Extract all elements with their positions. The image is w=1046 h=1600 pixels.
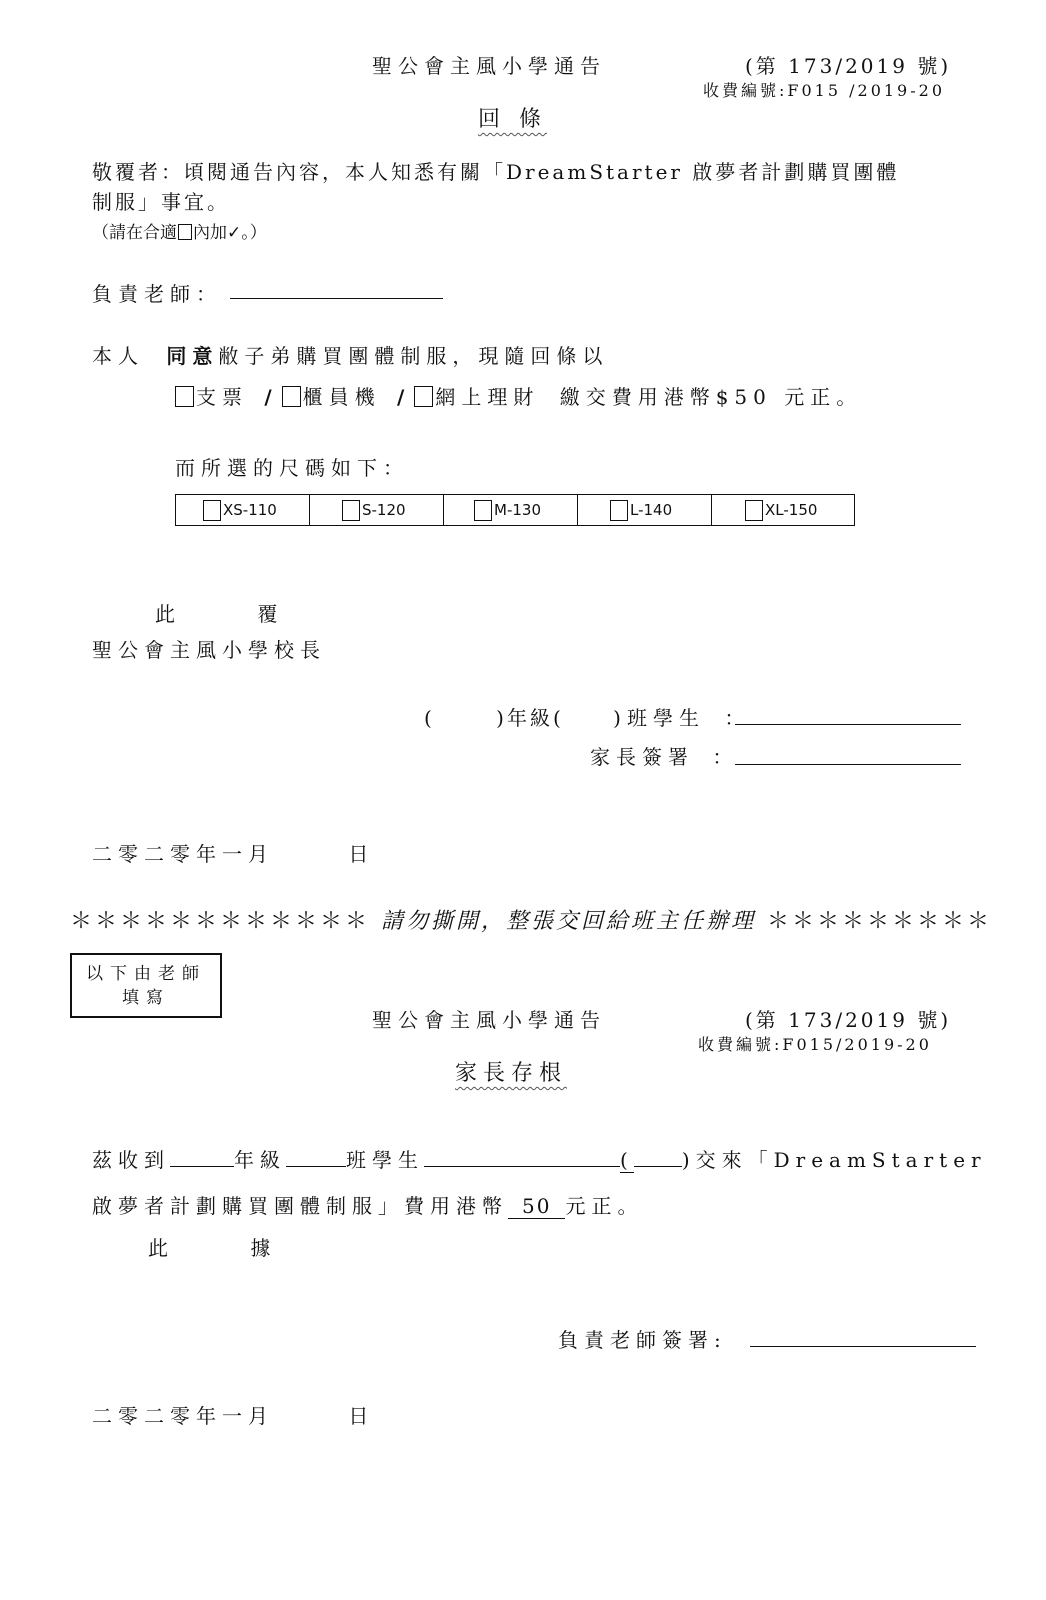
stars-left: ＊＊＊＊＊＊＊＊＊＊＊＊ xyxy=(70,909,371,934)
parent-sign-line[interactable] xyxy=(735,764,961,765)
receipt-grade-blank[interactable] xyxy=(170,1165,234,1167)
receipt-line2 xyxy=(92,1190,643,1219)
size-checkbox[interactable] xyxy=(745,500,763,521)
receipt-student-name-blank[interactable] xyxy=(424,1165,620,1167)
reply-paragraph-line2: 制服」事宜。 xyxy=(92,190,230,214)
reply-slip-title: 回 條 xyxy=(478,107,547,132)
receipt-paren-open: ( xyxy=(620,1148,634,1172)
payment-online-label: 網上理財 xyxy=(435,385,540,409)
stub-fee-code: 收費編號:F015/2019-20 xyxy=(698,1035,932,1054)
agree-prefix: 本人 xyxy=(92,344,144,368)
teacher-name-line[interactable] xyxy=(230,298,443,299)
teacher-fill-box xyxy=(70,953,222,1018)
receipt-paren-close: )交來「DreamStarter xyxy=(681,1148,987,1172)
size-intro: 而所選的尺碼如下： xyxy=(175,456,409,480)
size-label: M-130 xyxy=(494,501,541,519)
principal: 聖公會主風小學校長 xyxy=(92,638,326,662)
size-label: XL-150 xyxy=(765,501,818,519)
payment-cheque-label: 支票 xyxy=(196,385,248,409)
student-colon: ： xyxy=(724,706,748,730)
size-label: XS-110 xyxy=(223,501,277,519)
size-checkbox[interactable] xyxy=(203,500,221,521)
agree-statement xyxy=(92,340,608,369)
payment-atm-label: 櫃員機 xyxy=(302,385,381,409)
size-checkbox[interactable] xyxy=(474,500,492,521)
parent-sign-label: 家長簽署 xyxy=(590,745,694,769)
size-option[interactable] xyxy=(712,495,853,525)
checkbox-glyph xyxy=(178,224,192,240)
reply-date xyxy=(92,838,374,867)
reply-paragraph-line1: 敬覆者：頃閱通告內容，本人知悉有關「DreamStarter 啟夢者計劃購買團體 xyxy=(92,160,900,184)
teacher-box-line2: 填寫 xyxy=(122,988,170,1008)
payment-options xyxy=(175,381,862,410)
parent-colon: ： xyxy=(712,745,739,769)
student-name-line[interactable] xyxy=(735,724,961,725)
receipt-class-label: 班學生 xyxy=(346,1148,424,1172)
receipt-grade-label: 年級 xyxy=(234,1148,286,1172)
reply-date-prefix: 二零二零年一月 xyxy=(92,842,274,866)
size-checkbox[interactable] xyxy=(342,500,360,521)
receipt-amount: 50 xyxy=(508,1194,565,1219)
teacher-field xyxy=(92,278,222,307)
instruction-prefix: （請在合適 xyxy=(92,223,177,243)
ci-ju: 此 據 xyxy=(148,1236,309,1260)
payment-cheque-checkbox[interactable] xyxy=(175,386,194,407)
fee-code: 收費編號:F015 /2019-20 xyxy=(703,81,945,100)
separator-text: 請勿撕開，整張交回給班主任辦理 xyxy=(381,909,757,934)
parent-sign-row xyxy=(590,741,738,770)
student-class-row xyxy=(424,702,747,731)
receipt-line2-prefix: 啟夢者計劃購買團體制服」費用港幣 xyxy=(92,1194,508,1218)
reply-date-day: 日 xyxy=(348,842,375,866)
stub-date-day: 日 xyxy=(348,1404,375,1428)
student-paren-open: ( xyxy=(424,706,435,730)
teacher-box-line1: 以下由老師 xyxy=(86,964,206,984)
stub-date-prefix: 二零二零年一月 xyxy=(92,1404,274,1428)
size-label: S-120 xyxy=(362,501,406,519)
payment-suffix: 繳交費用港幣$50 元正。 xyxy=(559,385,863,409)
teacher-label: 負責老師： xyxy=(92,282,222,306)
stub-date xyxy=(92,1400,374,1429)
ci-fu: 此 覆 xyxy=(155,602,316,626)
size-table xyxy=(175,494,855,526)
agree-bold: 同意 xyxy=(166,344,219,368)
size-option[interactable] xyxy=(310,495,444,525)
receipt-number-blank[interactable] xyxy=(634,1165,682,1167)
student-class-label: )班學生 xyxy=(613,706,705,730)
receipt-class-blank[interactable] xyxy=(286,1165,346,1167)
payment-separator: / xyxy=(264,385,278,409)
tick-instruction xyxy=(92,218,267,243)
teacher-sign-line[interactable] xyxy=(750,1346,976,1347)
stars-right: ＊＊＊＊＊＊＊＊＊ xyxy=(767,909,993,934)
receipt-line2-suffix: 元正。 xyxy=(565,1194,644,1218)
payment-separator: / xyxy=(397,385,411,409)
agree-suffix: 敝子弟購買團體制服，現隨回條以 xyxy=(218,344,609,368)
size-option[interactable] xyxy=(176,495,310,525)
receipt-prefix: 茲收到 xyxy=(92,1148,170,1172)
payment-atm-checkbox[interactable] xyxy=(282,386,301,407)
notice-number: (第 173/2019 號) xyxy=(745,54,952,78)
size-option[interactable] xyxy=(578,495,712,525)
receipt-line1 xyxy=(92,1144,987,1173)
teacher-sign-label: 負責老師簽署: xyxy=(558,1328,727,1352)
stub-title: 家長存根 xyxy=(455,1061,568,1086)
stub-notice-number: (第 173/2019 號) xyxy=(745,1008,952,1032)
stub-school-notice-title: 聖公會主風小學通告 xyxy=(372,1008,606,1032)
student-grade-label: )年級( xyxy=(496,706,564,730)
instruction-mid: 內加 xyxy=(193,223,227,243)
school-notice-title: 聖公會主風小學通告 xyxy=(372,54,606,78)
payment-online-checkbox[interactable] xyxy=(414,386,433,407)
check-mark-icon: ✓ xyxy=(227,223,242,243)
size-option[interactable] xyxy=(444,495,578,525)
instruction-suffix: 。） xyxy=(241,223,267,243)
size-checkbox[interactable] xyxy=(610,500,628,521)
tear-separator xyxy=(70,904,992,935)
size-label: L-140 xyxy=(630,501,673,519)
